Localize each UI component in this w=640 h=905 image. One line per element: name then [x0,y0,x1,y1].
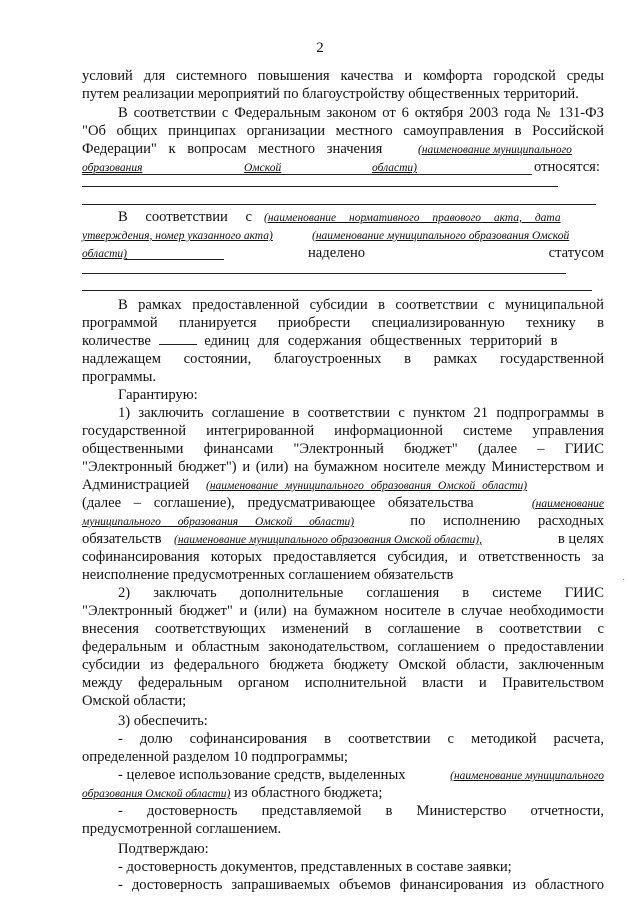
text-line: определенной разделом 10 подпрограммы; [82,749,348,765]
underlined-hint: муниципального образования Омской области) [82,516,355,528]
text-fragment: единиц для содержания общественных территорий в [204,333,558,349]
underlined-hint: (наименование [531,498,604,510]
text-line: В рамках предоставленной субсидии в соответствии с муниципальной [118,297,604,313]
text-line [82,494,604,512]
text-fragment: по исполнению расходных [410,513,604,529]
underlined-hint: (наименование муниципального [450,770,604,782]
text-line: "Электронный бюджет") и (или) на бумажном носителе между Министерством и [82,459,604,475]
text-line: "Электронный бюджет" и (или) на бумажном носителе в случае необходимости [82,603,604,619]
underlined-hint: Омской [244,162,282,174]
text-line: Гарантирую: [118,387,198,403]
fill-line [82,174,532,175]
text-line: - достоверность представляемой в Министерство отчетности, [118,803,604,819]
text-line: общественными финансами "Электронный бюджет" (далее – ГИИС [82,441,604,457]
fill-line [124,259,224,260]
text-fragment: статусом [548,245,604,261]
text-line: софинансирования которых предоставляется субсидия, и ответственность за [82,549,604,565]
text-line: предусмотренной соглашением. [82,821,282,837]
text-fragment: в целях [557,531,604,547]
text-line [82,530,604,548]
underlined-hint: (наименование муниципального образования Омской области), [174,534,482,546]
text-line [118,208,604,226]
fill-line [82,290,592,291]
text-line: неисполнение предусмотренных соглашением обязательств [82,567,454,583]
fill-line [82,204,596,205]
text-line [82,476,604,494]
text-line: путем реализации мероприятий по благоустройству общественных территорий. [82,86,579,102]
underlined-hint: образования [82,162,143,174]
text-line: между федеральным органом исполнительной власти и Правительством [82,675,604,691]
text-line: Омской области; [82,693,187,709]
text-fragment: из областного бюджета; [234,785,383,801]
text-line [82,140,604,158]
underlined-hint: (наименование нормативного правового акта, дата [264,212,561,224]
text-fragment: относятся: [534,159,600,175]
text-line: - достоверность запрашиваемых объемов финансирования из областного [118,877,604,893]
underlined-hint: (наименование муниципального образования Омской [312,230,570,242]
underlined-hint: образования Омской области) [82,788,231,800]
text-line [82,784,604,803]
page-number: 2 [316,40,324,56]
underlined-hint: (наименование муниципального образования Омской области) [206,480,528,492]
text-line: субсидии из федерального бюджета бюджету Омской области, заключенным [82,657,604,673]
text-fragment: (далее – соглашение), предусматривающее обязательства [82,495,474,511]
text-fragment: обязательств [82,531,162,547]
text-fragment: Администрацией [82,477,190,493]
text-line: - достоверность документов, представленных в составе заявки; [118,859,512,875]
text-fragment: Федерации" к вопросам местного значения [82,141,383,157]
text-line: надлежащем состоянии, благоустроенных в рамках государственной [82,351,604,367]
text-line: программой планируется приобрести специализированную технику в [82,315,604,331]
text-fragment: В соответствии с [118,209,252,225]
text-line: 1) заключить соглашение в соответствии с пунктом 21 подпрограммы в [118,405,604,421]
text-line: Подтверждаю: [118,841,209,857]
text-line: 2) заключать дополнительные соглашения в системе ГИИС [118,585,604,601]
text-fragment: - целевое использование средств, выделенных [118,767,406,783]
text-line: - долю софинансирования в соответствии с методикой расчета, [118,731,604,747]
text-fragment: количестве [82,333,151,349]
text-line: государственной интегрированной информационной системе управления [82,423,604,439]
underlined-hint: (наименование муниципального [418,144,572,156]
fill-line [82,186,558,187]
text-fragment: наделено [308,245,366,261]
text-line [118,766,604,784]
text-line: 3) обеспечить: [118,713,208,729]
underlined-hint: области) [82,248,127,260]
text-line: федеральным и областным законодательством, соглашением о предоставлении [82,639,604,655]
text-line: программы. [82,369,157,385]
text-line: В соответствии с Федеральным законом от 6 октября 2003 года № 131-ФЗ [118,105,604,121]
margin-mark: · [622,575,626,586]
text-line: внесения соответствующих изменений в соглашение в соответствии с [82,621,604,637]
text-line [82,332,604,350]
underlined-hint: утверждения, номер указанного акта) [82,230,273,242]
text-line: "Об общих принципах организации местного самоуправления в Российской [82,123,604,139]
quantity-blank [159,344,197,345]
fill-line [82,273,566,274]
underlined-hint: области) [372,162,417,174]
text-line: условий для системного повышения качества и комфорта городской среды [82,68,604,84]
